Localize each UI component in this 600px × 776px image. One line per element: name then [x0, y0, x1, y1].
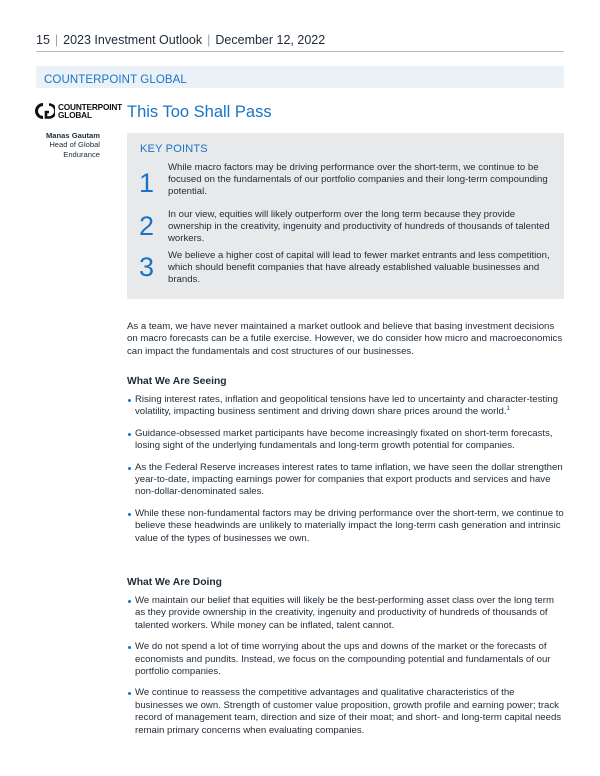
article-title: This Too Shall Pass	[127, 103, 272, 121]
logo-line-1: COUNTERPOINT	[58, 102, 122, 112]
key-point	[139, 162, 550, 199]
counterpoint-logo	[33, 103, 122, 119]
list-item-text: Guidance-obsessed market participants have become increasingly fixated on short-term forecasts, losing sight of the underlying fundamentals and long-term growth potential for companies.	[135, 427, 553, 452]
list-item-text: While these non-fundamental factors may be driving performance over the short-term, we continue to believe these headwinds are unlikely to materially impact the long-term cash generation and intrinsic value of the types of businesses we own.	[135, 507, 564, 544]
key-points-title: KEY POINTS	[140, 143, 208, 155]
section-banner	[36, 66, 564, 88]
key-point	[139, 209, 550, 246]
author-role: Head of Global	[49, 140, 100, 150]
author-role: Endurance	[63, 149, 100, 159]
logo-wordmark	[58, 103, 122, 119]
key-point-text: While macro factors may be driving performance over the short-term, we continue to be focused on the fundamentals of our portfolio companies and their long-term compounding potential.	[168, 162, 548, 198]
list-item-text: We continue to reassess the competitive advantages and qualitative characteristics of the businesses we own. Strength of customer value proposition, growth profile and earning power; track record of management team, direction and size of their moat; and short- and long-term capital needs remain primary concerns when evaluating companies.	[135, 687, 562, 736]
author-name: Manas Gautam	[45, 131, 100, 140]
list-item-text: As the Federal Reserve increases interest rates to tame inflation, we have seen the dollar strengthen year-to-date, impacting earnings power for companies that export products and services and have non-dollar-denominated sales.	[135, 461, 563, 498]
list-item-text: Rising interest rates, inflation and geopolitical tensions have led to uncertainty and character-testing volatility, impacting business sentiment and driving down share prices around the world.	[135, 394, 558, 418]
author-block	[30, 131, 100, 159]
key-point-text: We believe a higher cost of capital will lead to fewer market entrants and less competition, which should benefit companies that have already established valuable businesses and brands.	[168, 250, 550, 286]
seeing-list	[127, 394, 564, 554]
list-item-text: We maintain our belief that equities will likely be the best-performing asset class over the long term as they provide ownership in the creativity, ingenuity and productivity of hundreds of thousands of talented workers. While money can be inflated, talent cannot.	[135, 595, 554, 631]
key-points-panel	[127, 133, 564, 299]
list-item	[127, 595, 564, 632]
banner-label: COUNTERPOINT GLOBAL	[44, 74, 187, 86]
seeing-heading: What We Are Seeing	[127, 376, 227, 387]
page-number: 15	[36, 33, 50, 47]
list-item-text: We do not spend a lot of time worrying about the ups and downs of the market or the forecasts of economists and pundits. Instead, we focus on the compounding potential and fundamentals of our portfolio companies.	[135, 641, 551, 678]
logo-line-2: GLOBAL	[58, 110, 92, 120]
key-point-number: 3	[139, 252, 155, 282]
page-header	[36, 33, 325, 47]
list-item	[127, 462, 564, 499]
header-separator: |	[207, 33, 211, 47]
list-item	[127, 428, 564, 453]
key-point-number: 1	[139, 168, 155, 198]
counterpoint-logo-mark-icon	[33, 103, 55, 119]
document-title: 2023 Investment Outlook	[63, 33, 203, 47]
list-item	[127, 394, 564, 419]
list-item	[127, 641, 564, 678]
footnote-marker: 1	[506, 406, 510, 413]
list-item	[127, 508, 564, 545]
key-point	[139, 250, 550, 287]
doing-list	[127, 595, 564, 746]
key-point-number: 2	[139, 211, 155, 241]
header-divider	[36, 51, 564, 52]
list-item	[127, 687, 564, 737]
intro-paragraph: As a team, we have never maintained a market outlook and believe that basing investment decisions on macro forecasts can be a futile exercise. However, we do consider how micro and macroeconomics can impact the fundamentals and cost structures of our businesses.	[127, 321, 563, 357]
key-point-text: In our view, equities will likely outperform over the long term because they provide ownership in the creativity, ingenuity and productivity of hundreds of thousands of talented workers.	[168, 209, 550, 245]
header-separator: |	[54, 33, 59, 47]
doing-heading: What We Are Doing	[127, 577, 222, 588]
document-date: December 12, 2022	[215, 33, 326, 47]
